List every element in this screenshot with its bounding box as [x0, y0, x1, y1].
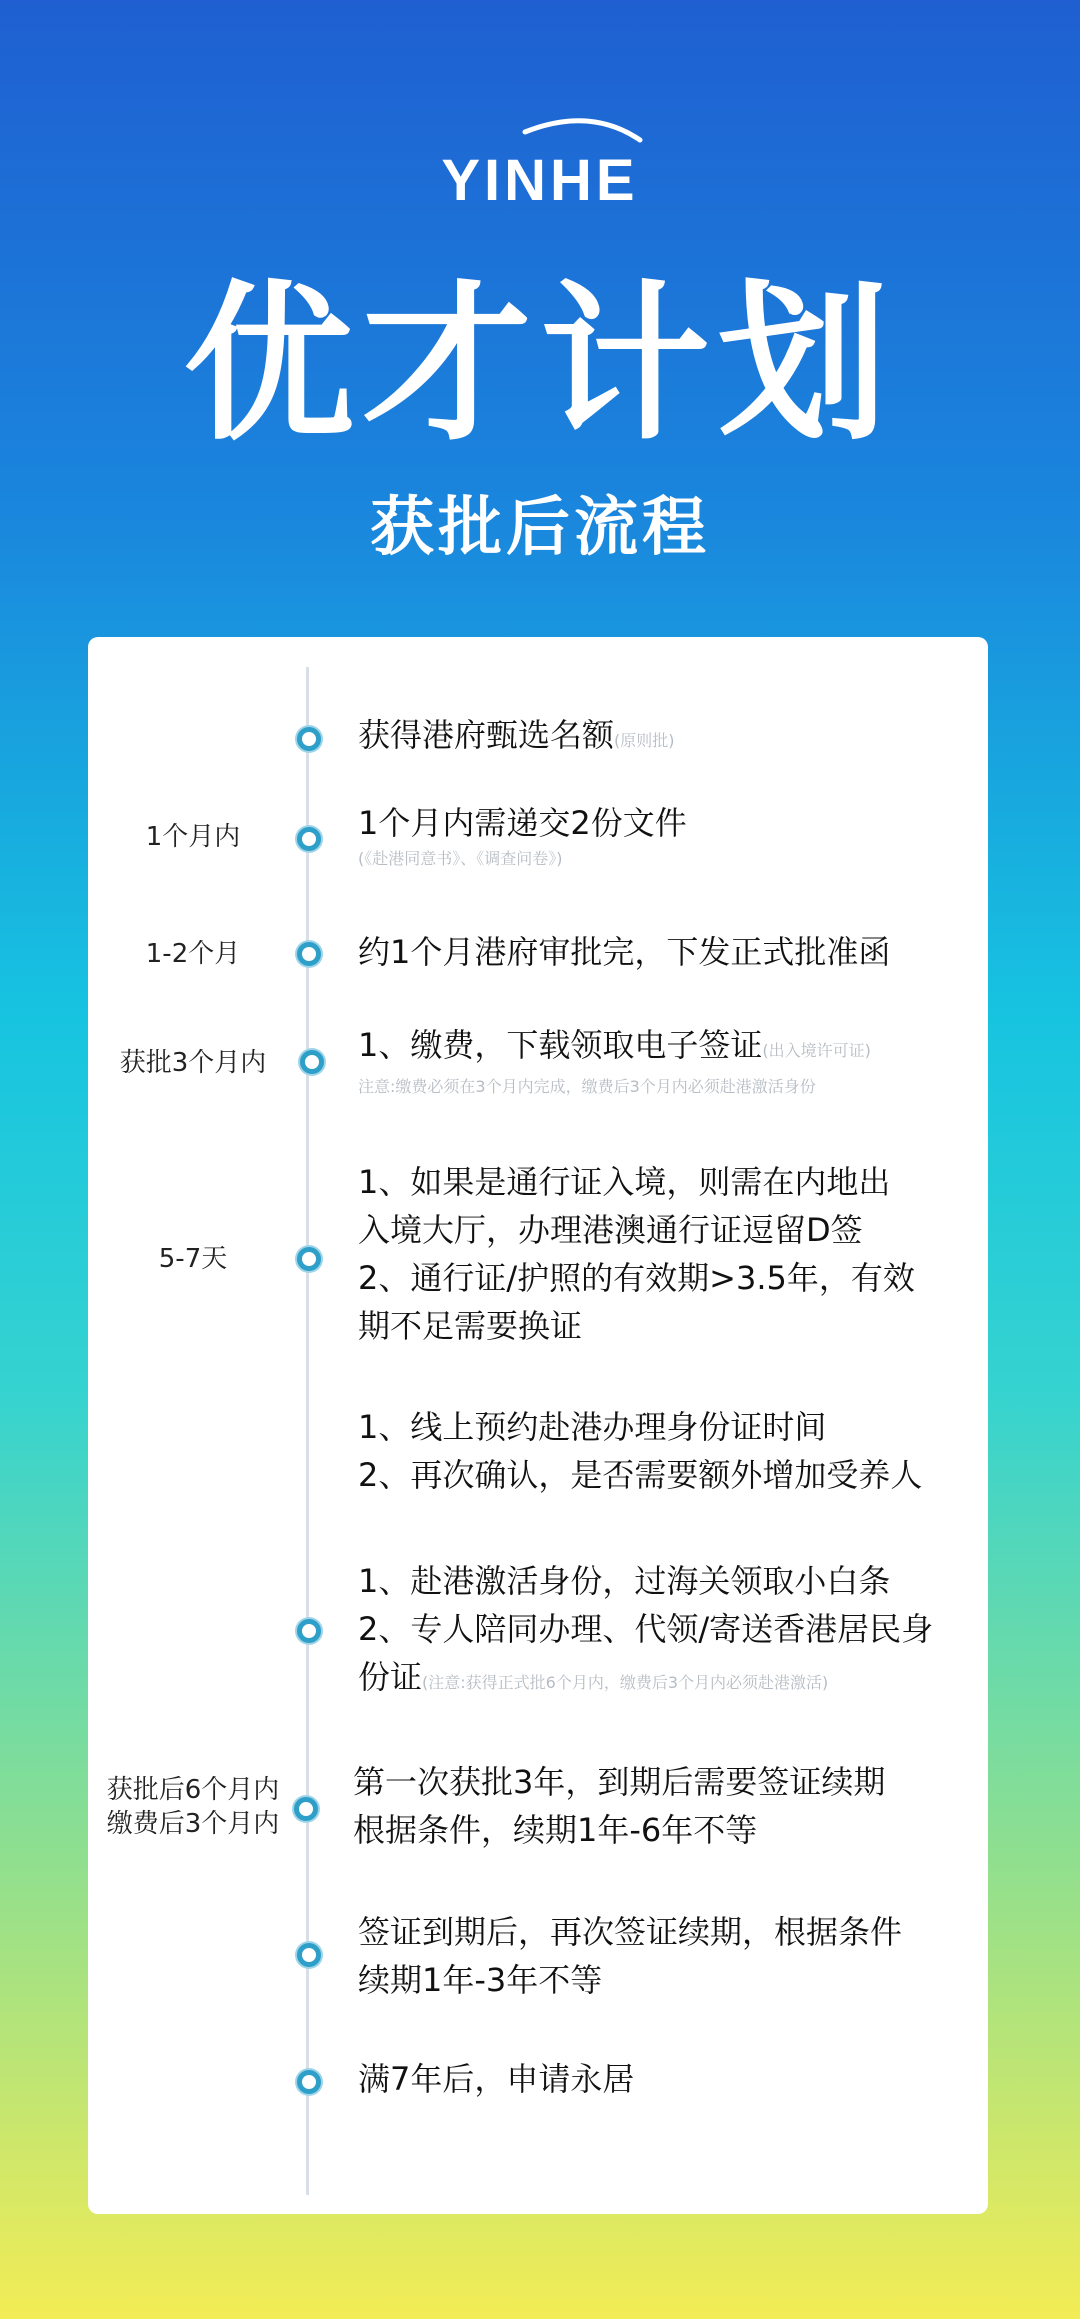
step-content [358, 1403, 968, 1499]
step-content [358, 799, 968, 871]
step-content [358, 1158, 968, 1350]
step-text: 1个月内需递交2份文件 [358, 804, 687, 842]
step-text: 入境大厅，办理港澳通行证逗留D签 [358, 1211, 863, 1249]
timeline-dot-icon [297, 1247, 321, 1271]
step-text: 期不足需要换证 [358, 1307, 583, 1345]
step-inline-note: (注意:获得正式批6个月内，缴费后3个月内必须赴港激活) [422, 1673, 829, 1692]
step-text: 约1个月港府审批完，下发正式批准函 [358, 933, 891, 971]
step-label-line: 缴费后3个月内 [106, 1809, 280, 1839]
step-label: 获批3个月内 [119, 1048, 267, 1078]
step-content [358, 2055, 968, 2103]
timeline-dot-icon [297, 1619, 321, 1643]
step-text: 1、赴港激活身份，过海关领取小白条 [358, 1562, 891, 1600]
svg-text:YINHE: YINHE [441, 148, 639, 213]
timeline-dot-icon [297, 1943, 321, 1967]
step-text: 2、再次确认，是否需要额外增加受养人 [358, 1456, 923, 1494]
timeline-card [88, 637, 988, 2214]
step-text: 2、专人陪同办理、代领/寄送香港居民身 [358, 1610, 934, 1648]
step-text: 份证 [358, 1658, 423, 1696]
yinhe-logo [0, 110, 1080, 220]
step-content [353, 1758, 963, 1854]
step-content [358, 1557, 968, 1707]
step-text: 根据条件，续期1年-6年不等 [353, 1811, 758, 1849]
step-text: 1、线上预约赴港办理身份证时间 [358, 1408, 827, 1446]
step-text: 获得港府甄选名额 [358, 716, 615, 754]
yinhe-logo-icon [420, 110, 660, 220]
step-note: 注意:缴费必须在3个月内完成，缴费后3个月内必须赴港激活身份 [358, 1077, 816, 1096]
step-text: 签证到期后，再次签证续期，根据条件 [358, 1913, 903, 1951]
step-label: 5-7天 [158, 1244, 228, 1274]
step-inline-note: (出入境许可证) [762, 1041, 871, 1060]
step-content [358, 928, 968, 976]
step-content [358, 1908, 968, 2004]
step-content [358, 1021, 968, 1099]
step-label: 1-2个月 [145, 939, 241, 969]
step-text: 1、缴费，下载领取电子签证 [358, 1026, 763, 1064]
step-inline-note: (原则批) [614, 731, 675, 750]
step-text: 1、如果是通行证入境，则需在内地出 [358, 1163, 891, 1201]
step-text: 满7年后，申请永居 [358, 2060, 635, 2098]
step-text: 第一次获批3年，到期后需要签证续期 [353, 1763, 886, 1801]
timeline-dot-icon [297, 727, 321, 751]
page-subtitle: 获批后流程 [370, 491, 710, 565]
step-text: 续期1年-3年不等 [358, 1961, 603, 1999]
timeline-dot-icon [297, 942, 321, 966]
page-title: 优才计划 [183, 266, 896, 464]
step-content [358, 711, 968, 765]
timeline-dot-icon [300, 1050, 324, 1074]
timeline-dot-icon [294, 1797, 318, 1821]
step-label-line: 获批后6个月内 [106, 1775, 280, 1805]
timeline-dot-icon [297, 827, 321, 851]
step-label: 1个月内 [145, 822, 241, 852]
step-text: 2、通行证/护照的有效期>3.5年，有效 [358, 1259, 915, 1297]
step-label [88, 1773, 298, 1841]
timeline-dot-icon [297, 2070, 321, 2094]
step-note: (《赴港同意书》、《调查问卷》) [358, 849, 563, 868]
